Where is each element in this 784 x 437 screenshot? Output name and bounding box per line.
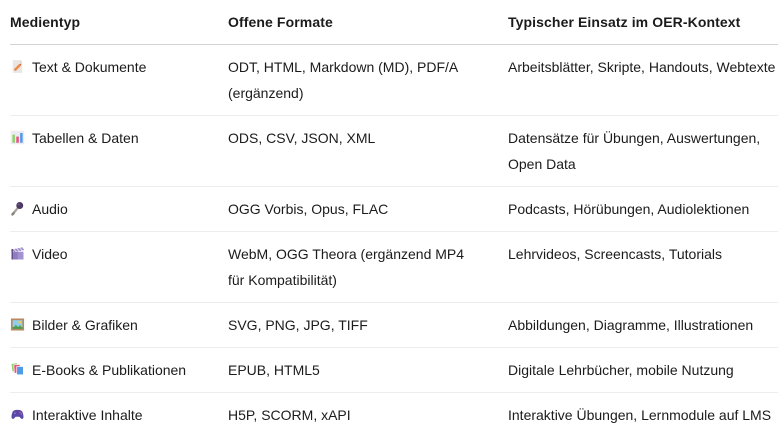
formate-cell: ODS, CSV, JSON, XML <box>228 130 376 146</box>
medientyp-label: Interaktive Inhalte <box>32 407 143 423</box>
medientyp-cell <box>10 303 228 347</box>
table-row <box>10 393 778 437</box>
medientyp-label: Audio <box>32 201 68 217</box>
medientyp-cell <box>10 232 228 302</box>
medientyp-label: Text & Dokumente <box>32 59 147 75</box>
books-icon <box>10 362 25 377</box>
table-row <box>10 116 778 187</box>
einsatz-cell: Arbeitsblätter, Skripte, Handouts, Webtexte <box>508 59 776 75</box>
formate-cell: SVG, PNG, JPG, TIFF <box>228 317 368 333</box>
clapperboard-icon <box>10 246 25 261</box>
einsatz-cell: Lehrvideos, Screencasts, Tutorials <box>508 246 722 262</box>
medientyp-label: Tabellen & Daten <box>32 130 139 146</box>
table-row <box>10 232 778 303</box>
table-row <box>10 348 778 393</box>
column-header-offene-formate: Offene Formate <box>228 14 333 30</box>
medientyp-cell <box>10 116 228 186</box>
table-row <box>10 187 778 232</box>
game-controller-icon <box>10 407 25 422</box>
medientyp-cell <box>10 348 228 392</box>
formate-cell: H5P, SCORM, xAPI <box>228 407 351 423</box>
formate-cell: ODT, HTML, Markdown (MD), PDF/A (ergänzend) <box>228 59 458 101</box>
medientyp-label: E-Books & Publikationen <box>32 362 187 378</box>
medientyp-cell <box>10 45 228 115</box>
column-header-medientyp: Medientyp <box>10 14 81 30</box>
medientyp-label: Bilder & Grafiken <box>32 317 138 333</box>
einsatz-cell: Digitale Lehrbücher, mobile Nutzung <box>508 362 734 378</box>
table-body <box>10 45 778 437</box>
medientyp-cell <box>10 393 228 437</box>
table-header <box>10 0 778 45</box>
formate-cell: EPUB, HTML5 <box>228 362 320 378</box>
einsatz-cell: Abbildungen, Diagramme, Illustrationen <box>508 317 754 333</box>
column-header-oer-kontext: Typischer Einsatz im OER-Kontext <box>508 14 741 30</box>
microphone-icon <box>10 201 25 216</box>
einsatz-cell: Podcasts, Hörübungen, Audiolektionen <box>508 201 750 217</box>
einsatz-cell: Interaktive Übungen, Lernmodule auf LMS <box>508 407 772 423</box>
formate-cell: OGG Vorbis, Opus, FLAC <box>228 201 389 217</box>
table-row <box>10 303 778 348</box>
medientyp-label: Video <box>32 246 68 262</box>
bar-chart-icon <box>10 130 25 145</box>
einsatz-cell: Datensätze für Übungen, Auswertungen, Open Data <box>508 130 761 172</box>
medientyp-cell <box>10 187 228 231</box>
framed-picture-icon <box>10 317 25 332</box>
memo-icon <box>10 59 25 74</box>
formate-cell: WebM, OGG Theora (ergänzend MP4 für Kompatibilität) <box>228 246 465 288</box>
table-row <box>10 45 778 116</box>
